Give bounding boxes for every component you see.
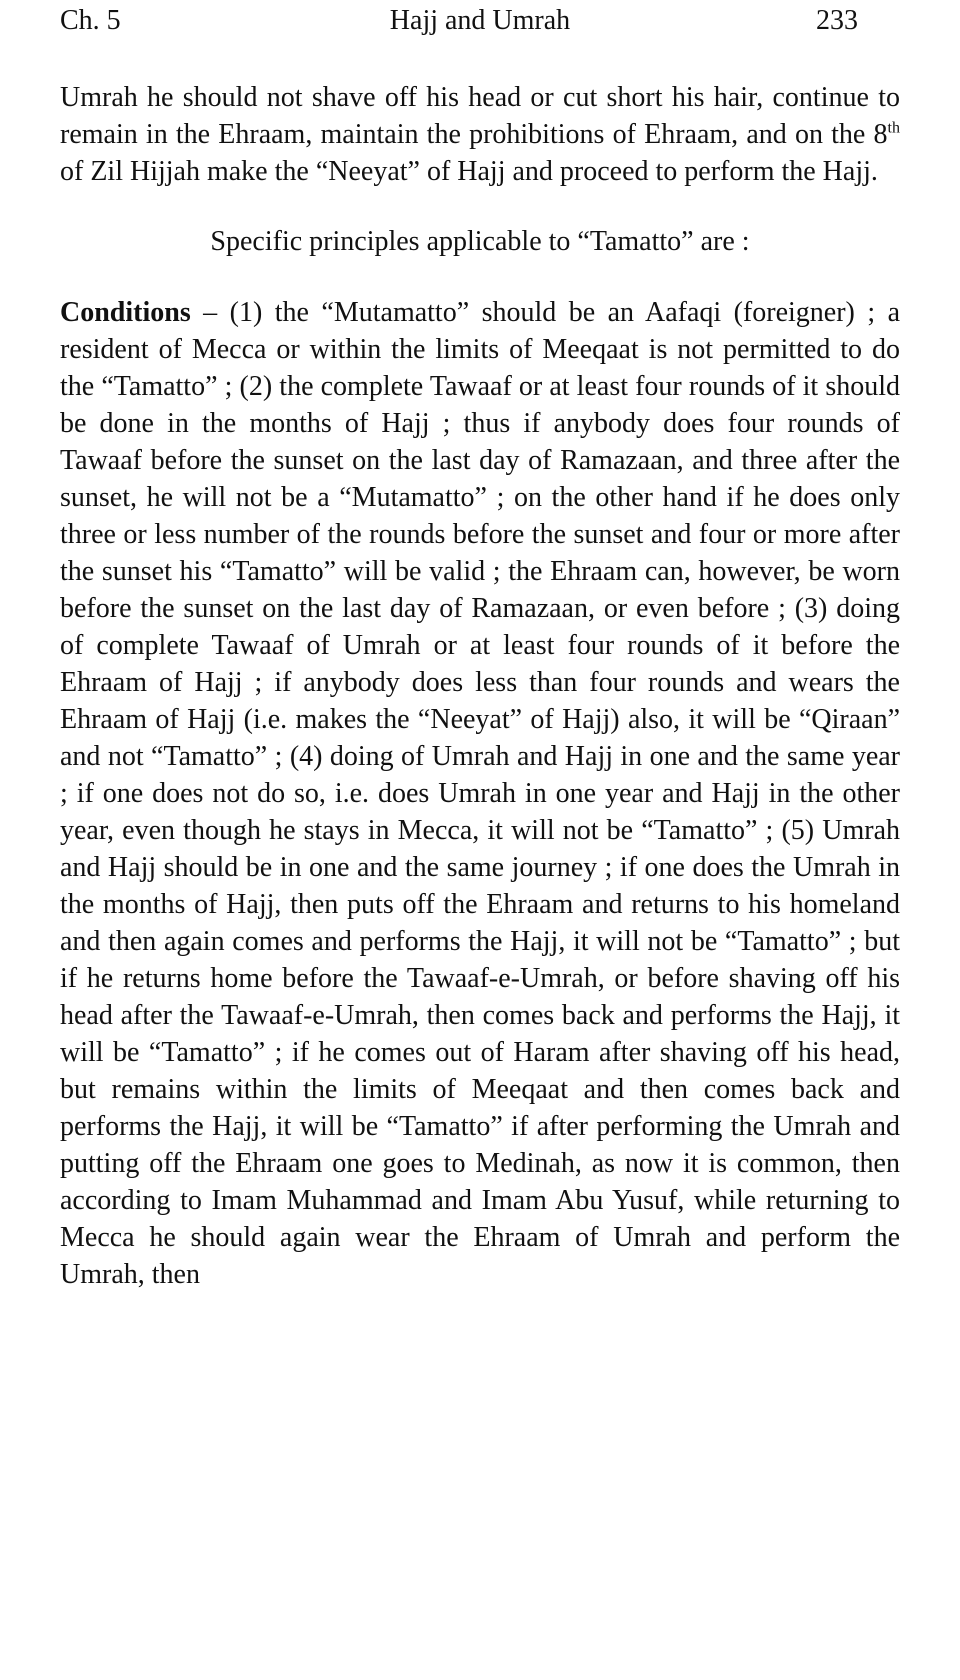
intro-paragraph: [60, 79, 900, 190]
chapter-label: Ch. 5: [60, 5, 121, 36]
chapter-title: Hajj and Umrah: [389, 5, 571, 36]
section-heading: Specific principles applicable to “Tamatto” are :: [210, 226, 750, 257]
book-page: [60, 0, 900, 1293]
intro-text-part1: Umrah he should not shave off his head or cut short his hair, continue to remain in the Ehraam, maintain the prohibitions of Ehraam, and on the 8: [60, 82, 900, 150]
intro-text-part2: of Zil Hijjah make the “Neeyat” of Hajj and proceed to perform the Hajj.: [60, 156, 878, 187]
conditions-paragraph: [60, 294, 900, 1293]
conditions-text: – (1) the “Mutamatto” should be an Aafaqi (foreigner) ; a resident of Mecca or within the limits of Meeqaat is not permitted to do the “Tamatto” ; (2) the complete Tawaaf or at least four rounds of it should be done in the months of Hajj ; thus if anybody does four rounds of Tawaaf before the sunset on the last day of Ramazaan, and three after the sunset, he will not be a “Mutamatto” ; on the other hand if he does only three or less number of the rounds before the sunset and four or more after the sunset his “Tamatto” will be valid ; the Ehraam can, however, be worn before the sunset on the last day of Ramazaan, or even before ; (3) doing of complete Tawaaf of Umrah or at least four rounds of it before the Ehraam of Hajj ; if anybody does less than four rounds and wears the Ehraam of Hajj (i.e. makes the “Neeyat” of Hajj) also, it will be “Qiraan” and not “Tamatto” ; (4) doing of Umrah and Hajj in one and the same year ; if one does not do so, i.e. does Umrah in one year and Hajj in the other year, even though he stays in Mecca, it will not be “Tamatto” ; (5) Umrah and Hajj should be in one and the same journey ; if one does the Umrah in the months of Hajj, then puts off the Ehraam and returns to his homeland and then again comes and performs the Hajj, it will not be “Tamatto” ; but if he returns home before the Tawaaf-e-Umrah, or before shaving off his head after the Tawaaf-e-Umrah, then comes back and performs the Hajj, it will be “Tamatto” ; if he comes out of Haram after shaving off his head, but remains within the limits of Meeqaat and then comes back and performs the Hajj, it will be “Tamatto” if after performing the Umrah and putting off the Ehraam one goes to Medinah, as now it is common, then according to Imam Muhammad and Imam Abu Yusuf, while returning to Mecca he should again wear the Ehraam of Umrah and perform the Umrah, then: [60, 297, 900, 1290]
page-number: 233: [816, 5, 858, 36]
running-header: [60, 4, 900, 46]
conditions-label: Conditions: [60, 297, 191, 328]
ordinal-suffix: th: [887, 119, 900, 137]
